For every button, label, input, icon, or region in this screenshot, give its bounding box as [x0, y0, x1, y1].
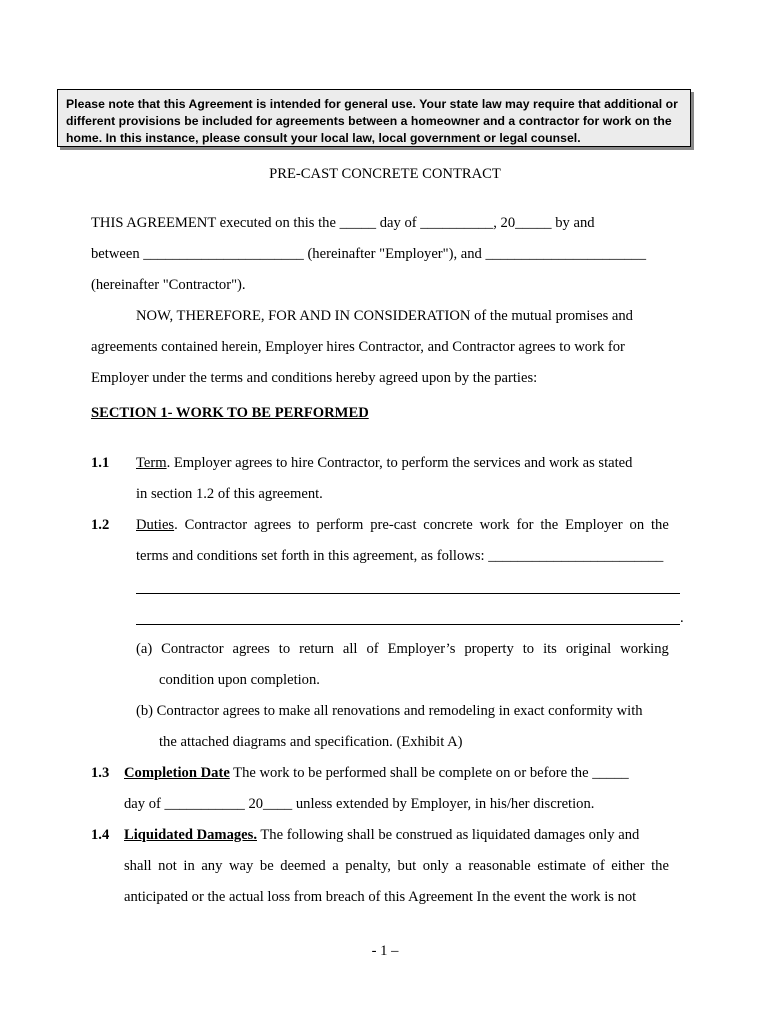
section-1-2-line-2: terms and conditions set forth in this agreement, as follows: ________________________ [136, 548, 664, 564]
general-use-notice-box [57, 89, 691, 147]
intro-line-1: THIS AGREEMENT executed on this the _____ day of __________, 20_____ by and [91, 215, 595, 231]
section-1-2-number: 1.2 [91, 517, 110, 533]
section-1-3-line-1: Completion Date The work to be performed shall be complete on or before the _____ [124, 765, 629, 781]
consideration-line-1: NOW, THEREFORE, FOR AND IN CONSIDERATION of the mutual promises and [136, 308, 633, 324]
clause-a-line-2: condition upon completion. [159, 672, 320, 688]
duties-label: Duties [136, 517, 175, 533]
section-1-4-line-2: shall not in any way be deemed a penalty, but only a reasonable estimate of either the [124, 858, 669, 874]
consideration-line-2: agreements contained herein, Employer hires Contractor, and Contractor agrees to work for [91, 339, 625, 355]
clause-a-line-1: (a) Contractor agrees to return all of Employer’s property to its original working [136, 641, 669, 657]
section-1-4-line-1: Liquidated Damages. The following shall be construed as liquidated damages only and [124, 827, 640, 843]
section-1-2-line-1: Duties. Contractor agrees to perform pre-cast concrete work for the Employer on the [136, 517, 669, 533]
clause-b-line-1: (b) Contractor agrees to make all renovations and remodeling in exact conformity with [136, 703, 643, 719]
section-1-4-number: 1.4 [91, 827, 110, 843]
section-1-3-number: 1.3 [91, 765, 110, 781]
intro-line-3: (hereinafter "Contractor"). [91, 277, 246, 293]
completion-date-label: Completion Date [124, 765, 230, 781]
section-1-heading: SECTION 1- WORK TO BE PERFORMED [91, 405, 369, 421]
blank-line-1 [136, 593, 680, 594]
liquidated-damages-label: Liquidated Damages. [124, 827, 257, 843]
section-1-1-number: 1.1 [91, 455, 110, 471]
section-1-4-line-3: anticipated or the actual loss from breach of this Agreement In the event the work is not [124, 889, 637, 905]
notice-line-1: Please note that this Agreement is intended for general use. Your state law may require that additional or [66, 97, 678, 111]
clause-b-line-2: the attached diagrams and specification. (Exhibit A) [159, 734, 463, 750]
section-1-3-line-2: day of ___________ 20____ unless extended by Employer, in his/her discretion. [124, 796, 595, 812]
notice-line-2: different provisions be included for agreements between a homeowner and a contractor for work on the [66, 114, 672, 128]
contract-title: PRE-CAST CONCRETE CONTRACT [269, 166, 501, 182]
page-number: - 1 – [371, 943, 399, 959]
duties-first-word: Duties. [136, 517, 178, 533]
consideration-line-3: Employer under the terms and conditions hereby agreed upon by the parties: [91, 370, 538, 386]
blank-line-end-period: . [680, 610, 684, 626]
section-1-1-line-1 [136, 454, 632, 472]
blank-line-2 [136, 624, 680, 625]
section-1-1-line-2: in section 1.2 of this agreement. [136, 486, 323, 502]
term-label: Term [136, 455, 167, 471]
term-text: . Employer agrees to hire Contractor, to perform the services and work as stated [166, 455, 633, 471]
notice-line-3: home. In this instance, please consult your local law, local government or legal counsel. [66, 131, 581, 145]
intro-line-2: between ______________________ (hereinafter "Employer"), and ______________________ [91, 246, 647, 262]
